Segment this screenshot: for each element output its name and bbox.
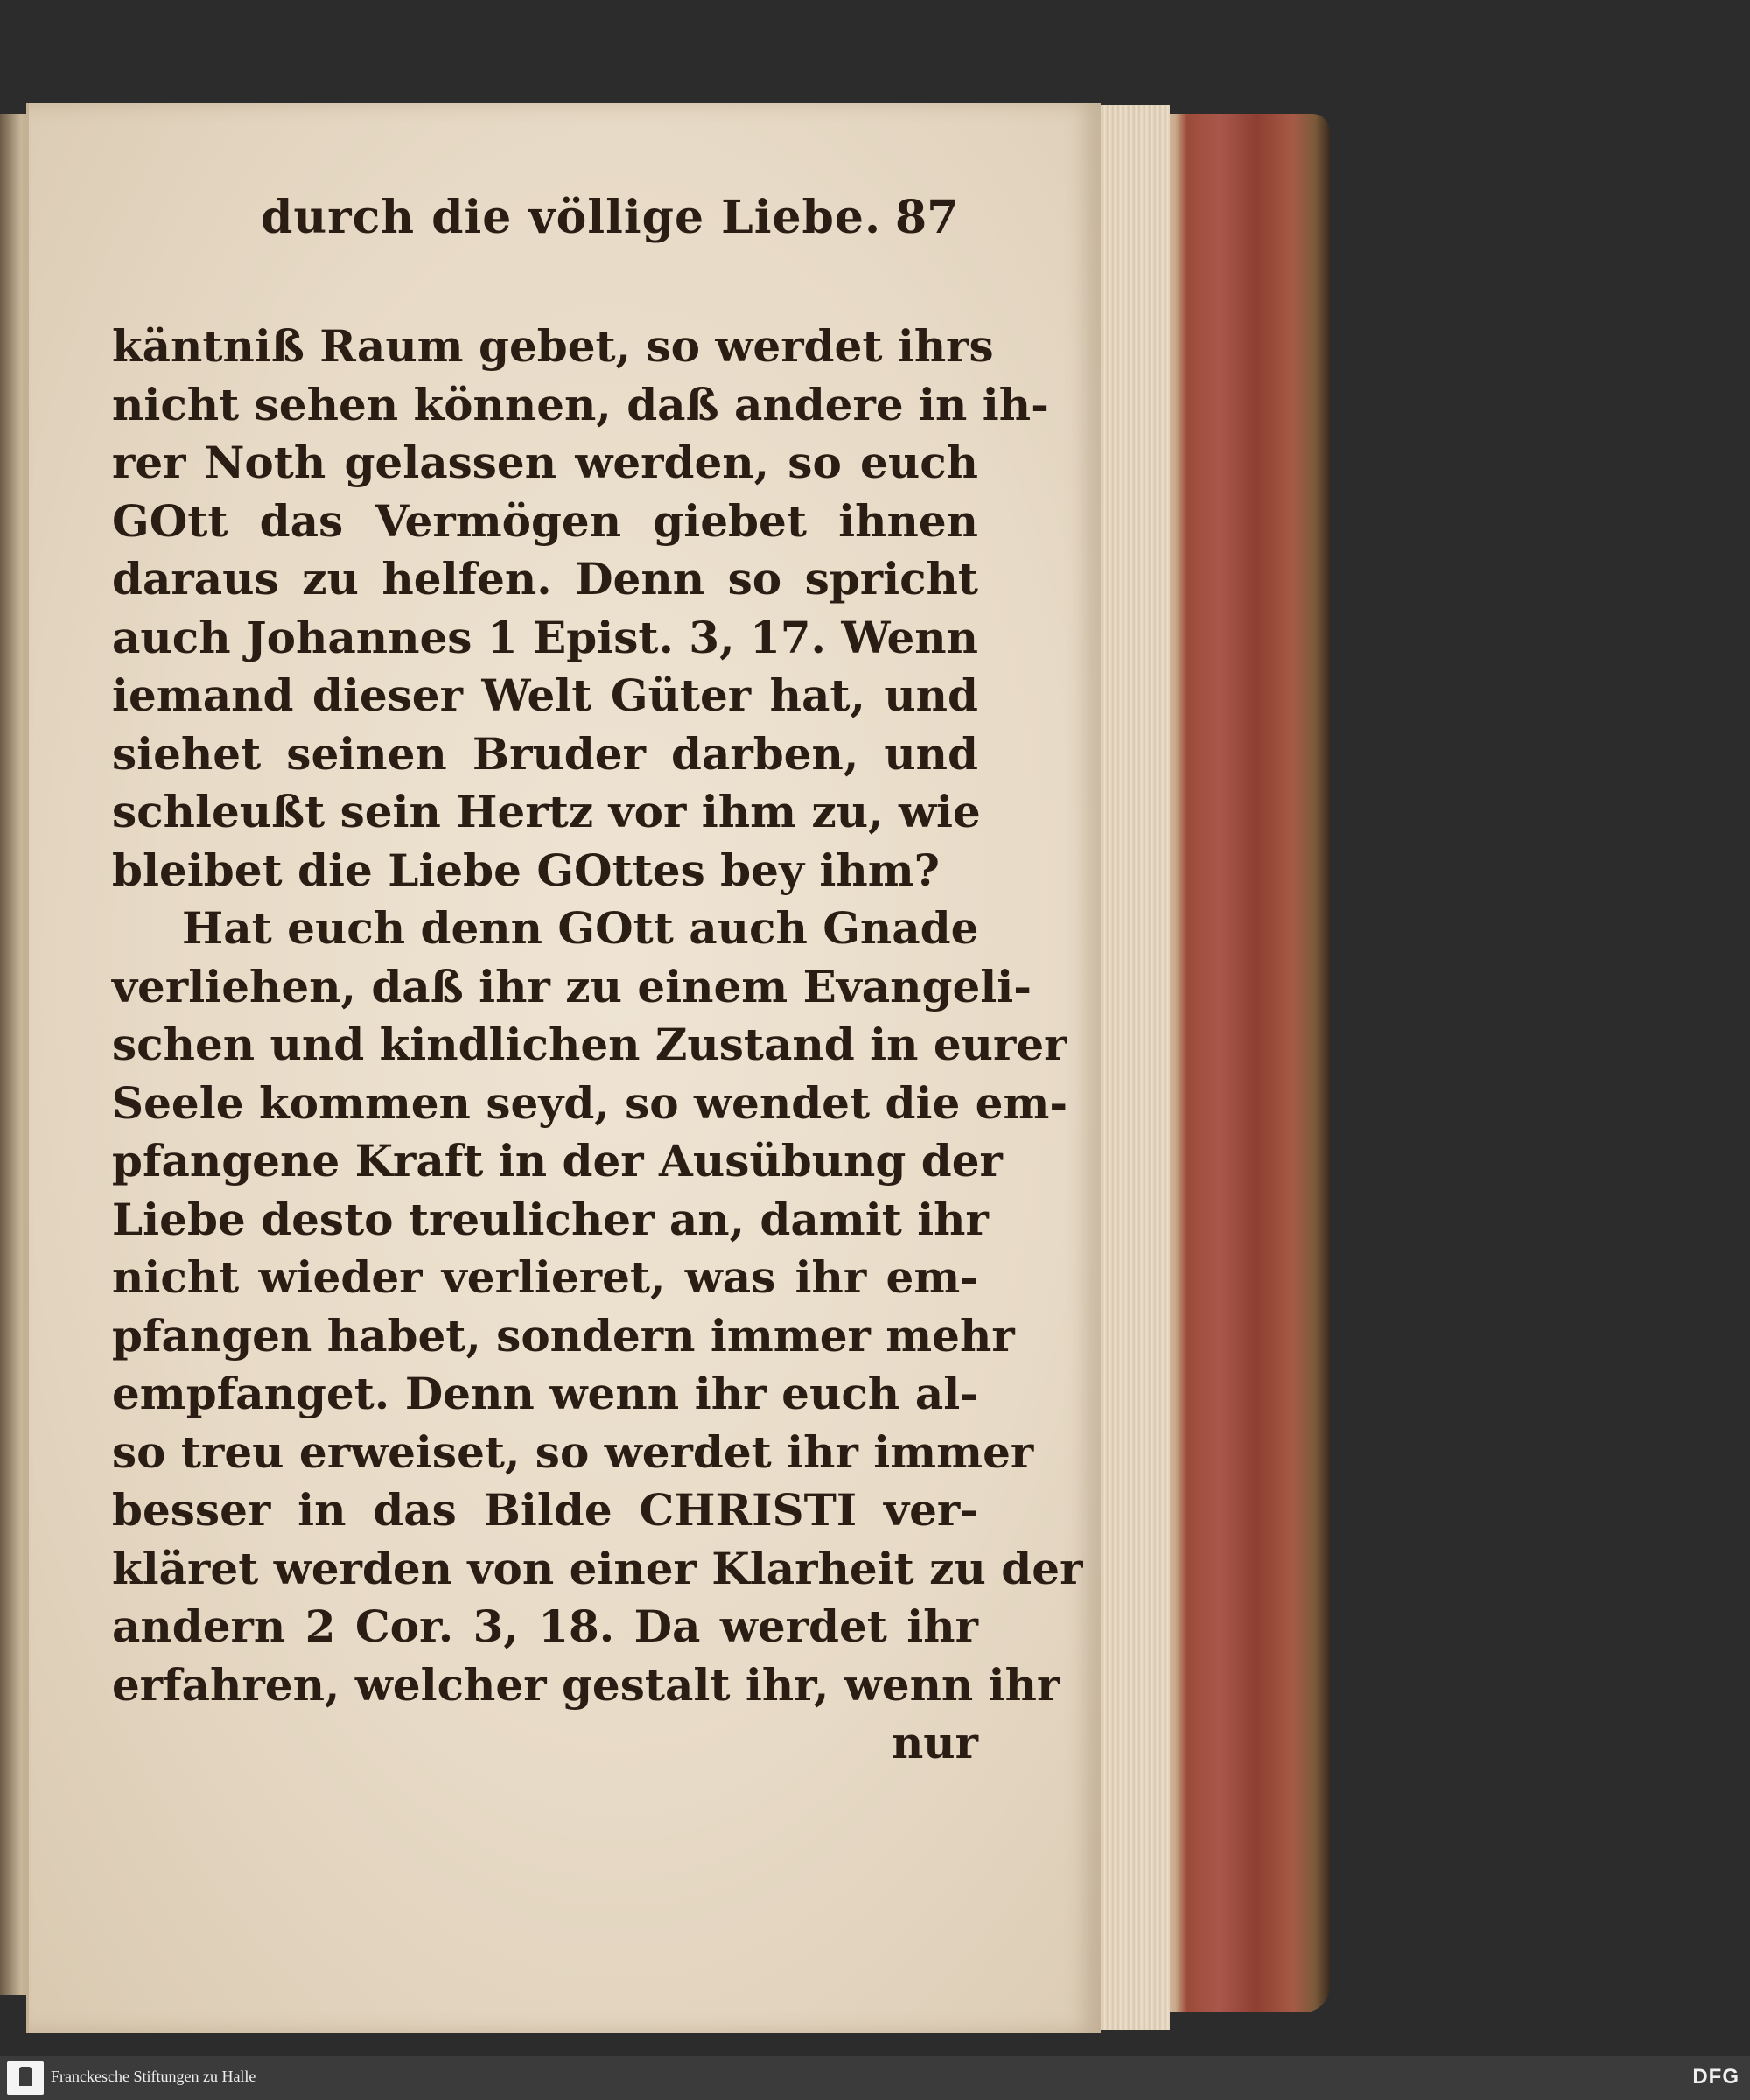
running-head	[112, 191, 978, 270]
text-line: schleußt sein Hertz vor ihm zu, wie	[112, 786, 981, 837]
text-line-paragraph-start: Hat euch denn GOtt auch Gnade	[182, 902, 979, 954]
text-line: siehet seinen Bruder darben, und	[112, 727, 978, 780]
text-line: rer Noth gelassen werden, so euch	[112, 437, 978, 488]
dfg-logo: DFG	[1692, 2065, 1740, 2089]
book-cover-edge	[1146, 114, 1330, 2012]
book	[0, 88, 1339, 1969]
body-text	[112, 318, 1083, 1773]
text-line: schen und kindlichen Zustand in eurer	[112, 1018, 1068, 1070]
text-line: auch Johannes 1 Epist. 3, 17. Wenn	[112, 611, 978, 663]
page-number: 87	[895, 191, 959, 244]
book-page	[26, 103, 1101, 2033]
running-head-title: durch die völlige Liebe.	[261, 191, 882, 244]
text-line: GOtt das Vermögen giebet ihnen	[112, 494, 978, 547]
text-line: käntniß Raum gebet, so werdet ihrs	[112, 320, 994, 372]
institution-logo-icon	[7, 2062, 44, 2095]
text-line: so treu erweiset, so werdet ihr immer	[112, 1425, 1034, 1478]
page-text-block	[112, 191, 1083, 1773]
text-line: iemand dieser Welt Güter hat, und	[112, 669, 978, 721]
text-line: andern 2 Cor. 3, 18. Da werdet ihr	[112, 1600, 978, 1652]
text-line: nicht wieder verlieret, was ihr em-	[112, 1251, 978, 1303]
institution-name: Franckesche Stiftungen zu Halle	[51, 2068, 256, 2085]
text-line: kläret werden von einer Klarheit zu der	[112, 1542, 1083, 1594]
text-line: pfangene Kraft in der Ausübung der	[112, 1135, 1003, 1186]
text-line: verliehen, daß ihr zu einem Evangeli-	[112, 960, 1032, 1012]
text-line: daraus zu helfen. Denn so spricht	[112, 553, 978, 605]
text-line: erfahren, welcher gestalt ihr, wenn ihr	[112, 1658, 1060, 1711]
text-line: nicht sehen können, daß andere in ih-	[112, 378, 1049, 430]
text-line: empfanget. Denn wenn ihr euch al-	[112, 1368, 978, 1419]
text-line: Liebe desto treulicher an, damit ihr	[112, 1193, 989, 1245]
catchword: nur	[891, 1717, 978, 1768]
text-line: pfangen habet, sondern immer mehr	[112, 1309, 1015, 1362]
text-line: bleibet die Liebe GOttes bey ihm?	[112, 844, 940, 896]
text-line: Seele kommen seyd, so wendet die em-	[112, 1076, 1068, 1129]
footer-bar	[0, 2056, 1750, 2100]
text-line: besser in das Bilde CHRISTI ver-	[112, 1484, 978, 1536]
